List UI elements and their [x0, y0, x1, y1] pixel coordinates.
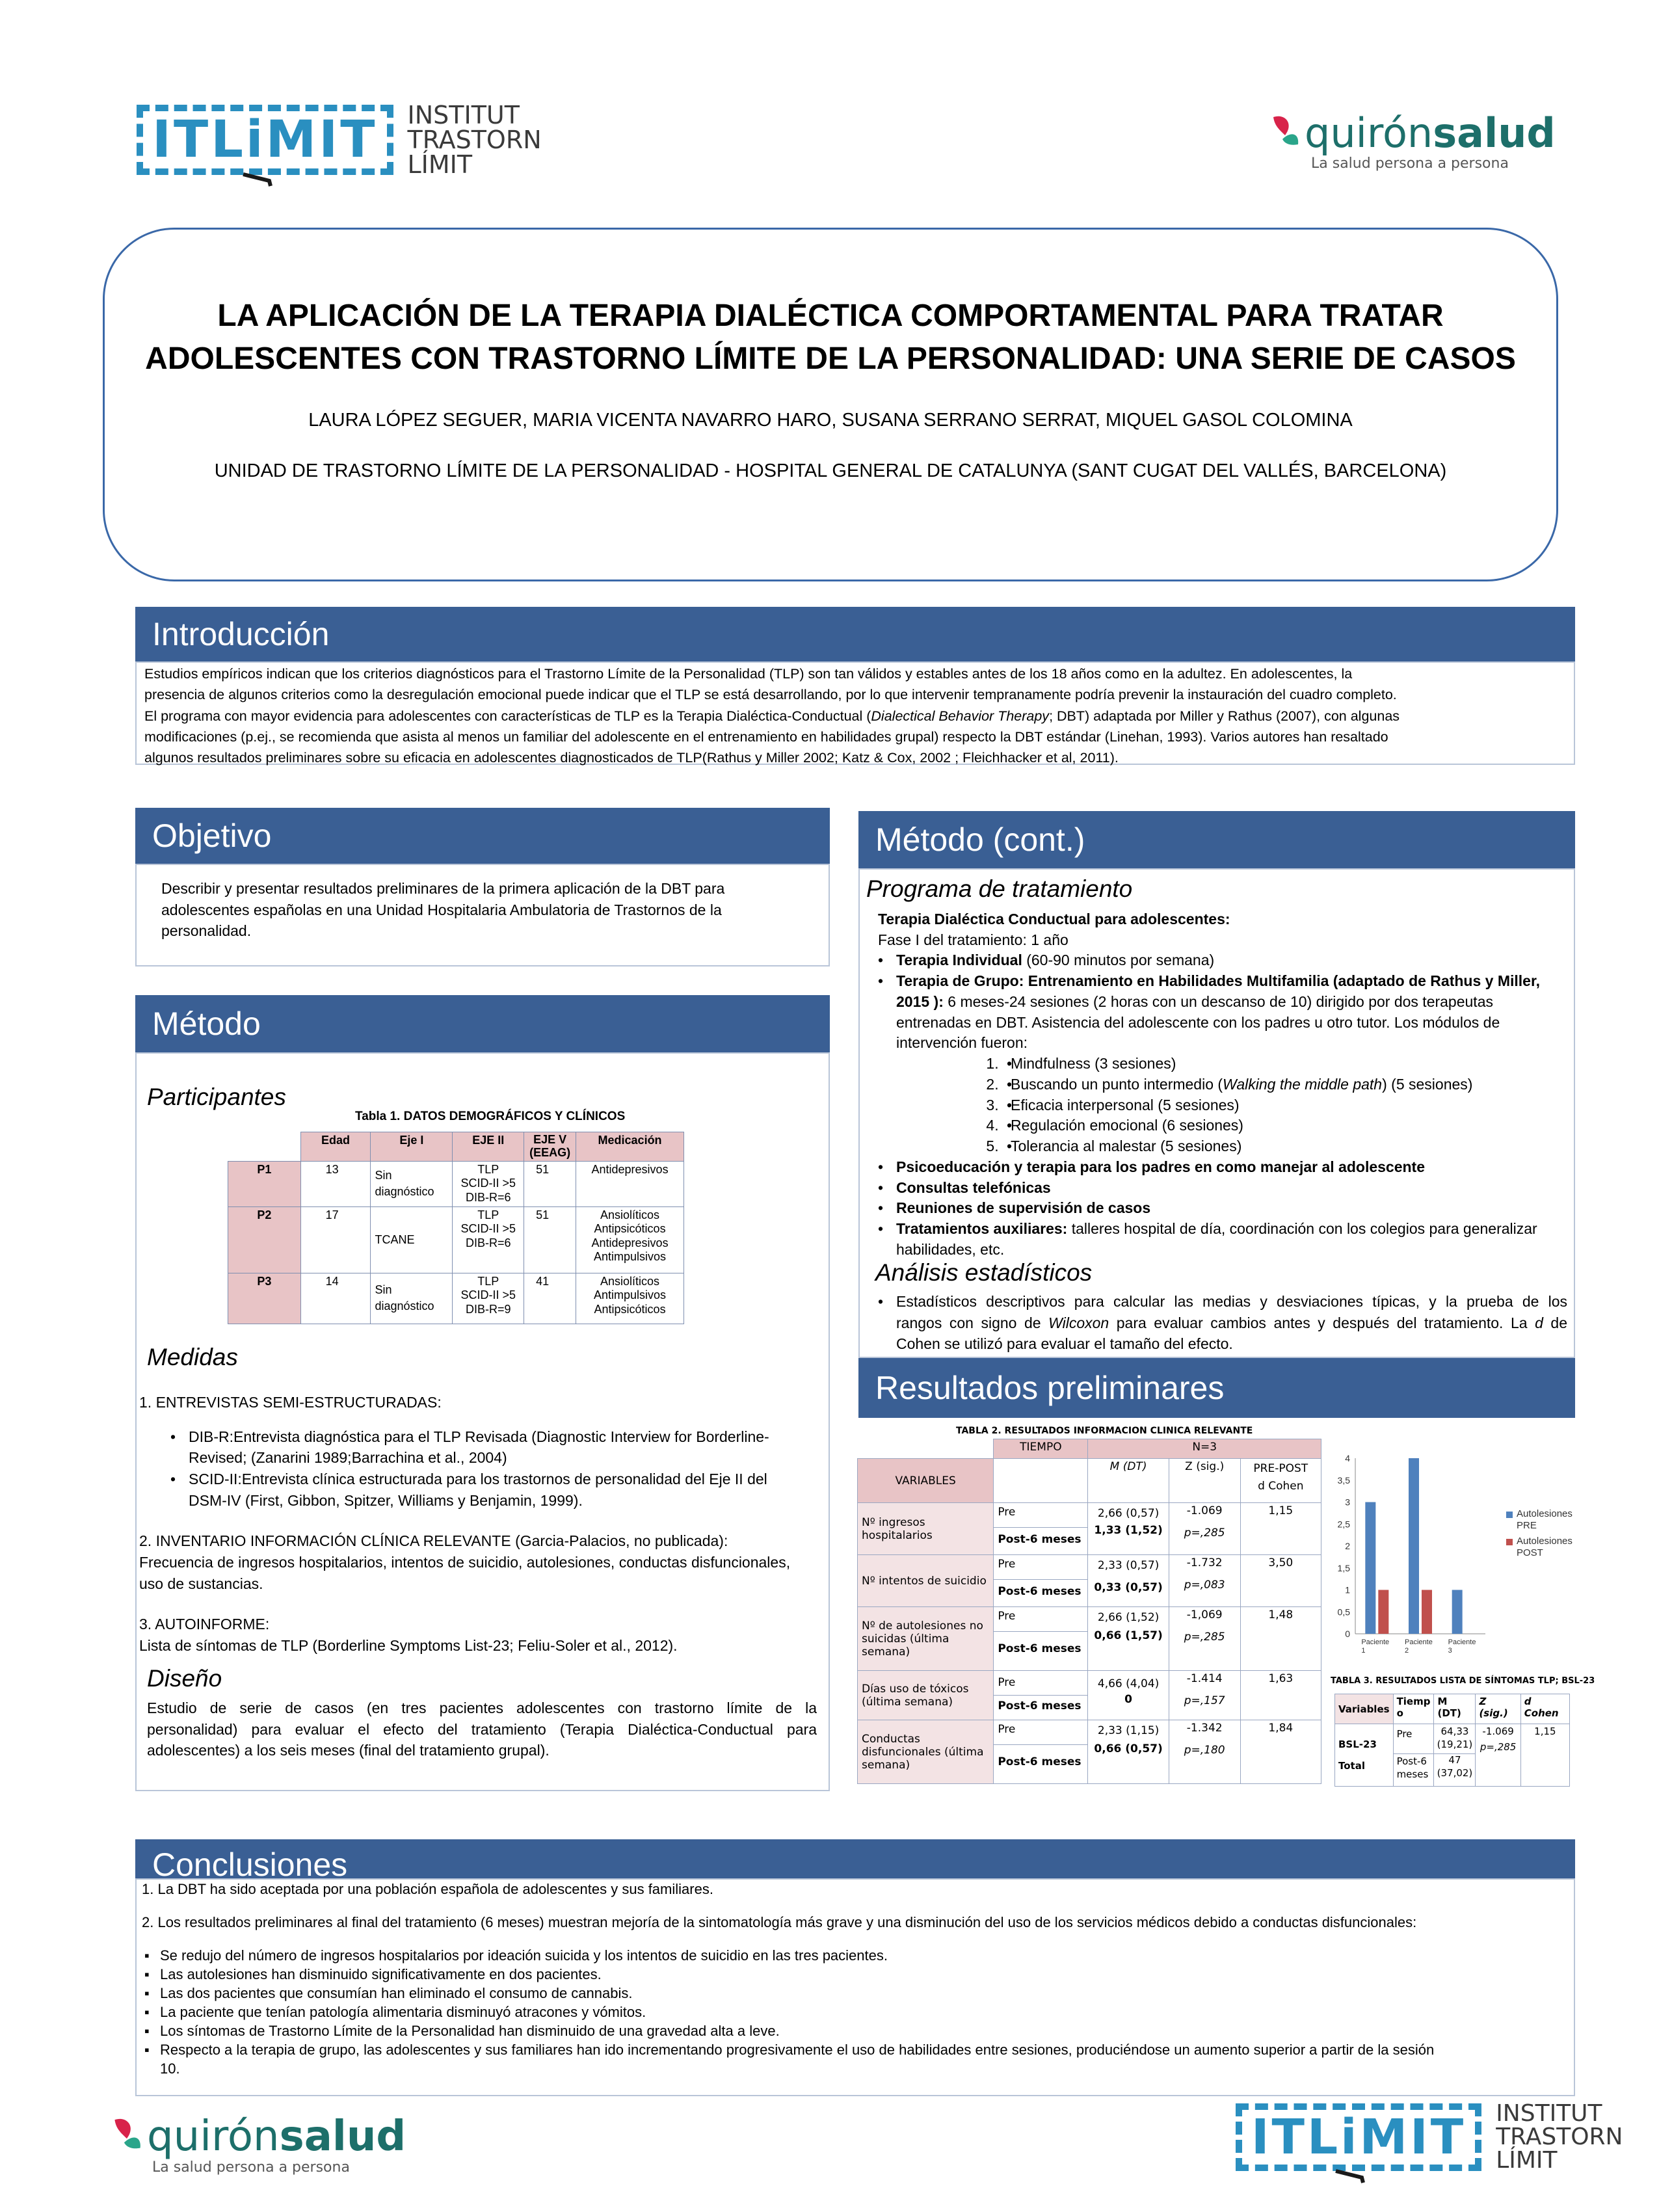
- diseno-text: Estudio de serie de casos (en tres pacientes adolescentes con trastorno límite de la personalidad) para evaluar el efecto del tratamiento (Terapia Dialéctica-Conductual para adolescentes) a los seis meses (final del tratamiento grupal).: [147, 1699, 817, 1759]
- quironsalud-name-pre: quirón: [147, 2112, 280, 2161]
- table-row: Nº de autolesiones no suicidas (última semana) Pre Post-6 meses 2,66 (1,52) 0,66 (1,57) -1,069 p=,285 1,48: [858, 1607, 1321, 1671]
- quironsalud-mark-icon: [1268, 113, 1302, 153]
- list-item: ▪ Respecto a la terapia de grupo, las adolescentes y sus familiares han ido incrementando progresivamente el uso de habilidades entre sesiones, produciéndose un aumento superior a partir de la sesión 10.: [142, 2040, 1566, 2078]
- objetivo-text: Describir y presentar resultados preliminares de la primera aplicación de la DBT para adolescentes españolas en una Unidad Hospitalaria Ambulatoria de Trastornos de la personalidad.: [161, 880, 725, 940]
- legend-label: Autolesiones POST: [1517, 1536, 1573, 1558]
- table-row: Nº ingresos hospitalarios Pre Post-6 meses 2,66 (0,57) 1,33 (1,52) -1.069 p=,285 1,15: [858, 1503, 1321, 1555]
- list-item: • 5. Tolerancia al malestar (5 sesiones): [1003, 1136, 1567, 1157]
- y-tick-label: 2: [1345, 1541, 1350, 1551]
- itlimit-institute-text: INSTITUT TRASTORN LÍMIT: [1496, 2100, 1623, 2174]
- list-item: • Tratamientos auxiliares: talleres hospital de día, coordinación con los colegios para generalizar habilidades, etc.: [874, 1219, 1567, 1260]
- table1-caption: Tabla 1. DATOS DEMOGRÁFICOS Y CLÍNICOS: [355, 1110, 626, 1123]
- list-item: • 2. Buscando un punto intermedio (Walking the middle path) (5 sesiones): [1003, 1074, 1567, 1095]
- list-item: • Estadísticos descriptivos para calcular las medias y desviaciones típicas, y la prueba de los rangos con signo de Wilcoxon para evaluar cambios antes y después del tratamiento. La d de Cohen se utilizó para evaluar el tamaño del efecto.: [874, 1291, 1567, 1355]
- quironsalud-tagline: La salud persona a persona: [1311, 155, 1509, 172]
- table1-row: P1 13 Sin diagnóstico TLP SCID-II >5 DIB-R=6 51 Antidepresivos: [228, 1161, 684, 1206]
- list-item: • Consultas telefónicas: [874, 1178, 1567, 1199]
- itlimit-wordmark: ITLiMIT: [137, 105, 393, 175]
- diseno-subheading: Diseño: [147, 1665, 222, 1692]
- table1-demograficos: Edad Eje I EJE II EJE V (EEAG) Medicación P1 13 Sin diagnóstico TLP SCID-II >5 DIB-R=6 51 Antidepresivos P2 17 TCANE TLP SCID-II >5 DIB-R=6 51 Ansiolíticos Antipsicóticos Antidepresivos Antimpulsivos P3 14 Sin diagnóstico TLP SCID-II >5 DIB-R=9 41 Ansiolíticos Antimpulsivos Antipsicóticos: [228, 1132, 684, 1324]
- table-row: Nº intentos de suicidio Pre Post-6 meses 2,33 (0,57) 0,33 (0,57) -1.732 p=,083 3,50: [858, 1555, 1321, 1607]
- y-tick-label: 0: [1345, 1629, 1350, 1639]
- table1-row: P3 14 Sin diagnóstico TLP SCID-II >5 DIB-R=9 41 Ansiolíticos Antimpulsivos Antipsicóticos: [228, 1273, 684, 1324]
- table-row: Días uso de tóxicos (última semana) Pre Post-6 meses 4,66 (4,04) 0 -1.414 p=,157 1,63: [858, 1671, 1321, 1720]
- conclusiones-text: 1. La DBT ha sido aceptada por una población española de adolescentes y sus familiares. 2. Los resultados preliminares al final del tratamiento (6 meses) muestran mejoría de la sintomatología más grave y una disminución del uso de los servicios médicos debido a conductas disfuncionales: ▪ Se redujo del número de ingresos hospitalarios por ideación suicida y los intentos de suicidio en las tres pacientes. ▪ Las autolesiones han disminuido significativamente en dos pacientes. ▪ Las dos pacientes que consumían han eliminado el consumo de cannabis. ▪ La paciente que tenían patología alimentaria disminuyó atracones y vómitos. ▪ Los síntomas de Trastorno Límite de la Personalidad han disminuido de una gravedad alta a leve. ▪ Respecto a la terapia de grupo, las adolescentes y sus familiares han ido incrementando progresivamente el uso de habilidades entre sesiones, produciéndose un aumento superior a partir de la sesión 10.: [142, 1880, 1566, 2078]
- list-item: ▪ Se redujo del número de ingresos hospitalarios por ideación suicida y los intentos de suicidio en las tres pacientes.: [142, 1946, 1566, 1965]
- analisis-subheading: Análisis estadísticos: [875, 1259, 1093, 1286]
- y-tick-label: 0,5: [1337, 1606, 1350, 1618]
- poster-title: [103, 295, 1558, 380]
- quironsalud-logo-bottom: [109, 2112, 406, 2176]
- quironsalud-mark-icon: [109, 2116, 144, 2157]
- table3-caption: TABLA 3. RESULTADOS LISTA DE SÍNTOMAS TLP; BSL-23: [1331, 1676, 1595, 1686]
- list-item: ▪ Las autolesiones han disminuido significativamente en dos pacientes.: [142, 1965, 1566, 1984]
- x-tick-label: Paciente 3: [1448, 1638, 1476, 1655]
- objetivo-heading: Objetivo: [135, 808, 830, 864]
- authors: LAURA LÓPEZ SEGUER, MARIA VICENTA NAVARRO HARO, SUSANA SERRANO SERRAT, MIQUEL GASOL COLOMINA: [308, 410, 1353, 431]
- list-item: ▪ Los síntomas de Trastorno Límite de la Personalidad han disminuido de una gravedad alta a leve.: [142, 2021, 1566, 2040]
- analisis-text: [878, 1291, 1567, 1355]
- bar: [1409, 1458, 1419, 1634]
- list-item: • Terapia Individual (60-90 minutos por semana): [874, 950, 1567, 971]
- legend-swatch: [1506, 1512, 1513, 1518]
- list-item: • DIB-R:Entrevista diagnóstica para el TLP Revisada (Diagnostic Interview for Borderline- Revised; (Zanarini 1989;Barrachina et al., 2004): [166, 1426, 822, 1469]
- medidas-text: 1. ENTREVISTAS SEMI-ESTRUCTURADAS: • DIB-R:Entrevista diagnóstica para el TLP Revisada (Diagnostic Interview for Borderline- Revised; (Zanarini 1989;Barrachina et al., 2004) • SCID-II:Entrevista clínica estructurada para los trastornos de personalidad del Eje II del DSM-IV (First, Gibbon, Spitzer, Williams y Benjamin, 1999). 2. INVENTARIO INFORMACIÓN CLÍNICA RELEVANTE (Garcia-Palacios, no publicada): Frecuencia de ingresos hospitalarios, intentos de suicidio, autolesiones, conductas disfuncionales, uso de sustancias. 3. AUTOINFORME: Lista de síntomas de TLP (Borderline Symptoms List-23; Feliu-Soler et al., 2012).: [139, 1392, 822, 1657]
- list-item: • 1. Mindfulness (3 sesiones): [1003, 1054, 1567, 1074]
- legend-label: Autolesiones PRE: [1517, 1508, 1573, 1531]
- itlimit-logo-top: [137, 103, 542, 177]
- bar: [1452, 1590, 1463, 1634]
- quironsalud-logo-top: [1268, 109, 1556, 172]
- modulos-list: [1003, 1054, 1567, 1157]
- table1-row: P2 17 TCANE TLP SCID-II >5 DIB-R=6 51 Ansiolíticos Antipsicóticos Antidepresivos Antimpulsivos: [228, 1206, 684, 1273]
- y-tick-label: 3,5: [1337, 1474, 1350, 1486]
- quironsalud-name-post: salud: [1433, 109, 1556, 157]
- itlimit-pointer-icon: [241, 170, 280, 187]
- list-item: • Terapia de Grupo: Entrenamiento en Habilidades Multifamilia (adaptado de Rathus y Miller, 2015 ): 6 meses-24 sesiones (2 horas con un descanso de 10) dirigido por dos terapeutas entrenadas en DBT. Asistencia del adolescente con los padres u otro tutor. Los módulos de intervención fueron: • 1. Mindfulness (3 sesiones) • 2. Buscando un punto intermedio (Walking the middle path) (5 sesiones) • 3. Eficacia interpersonal (5 sesiones) • 4. Regulación emocional (6 sesiones) • 5. Tolerancia al malestar (5 sesiones): [874, 971, 1567, 1157]
- y-tick-label: 2,5: [1337, 1519, 1350, 1530]
- itlimit-wordmark: ITLiMIT: [1236, 2103, 1481, 2171]
- itlimit-pointer-icon: [1333, 2167, 1372, 2184]
- list-item: ▪ La paciente que tenían patología alimentaria disminuyó atracones y vómitos.: [142, 2003, 1566, 2021]
- bar: [1378, 1590, 1388, 1634]
- bar: [1422, 1590, 1432, 1634]
- title-box: [103, 228, 1558, 581]
- introduccion-text: Estudios empíricos indican que los criterios diagnósticos para el Trastorno Límite de la Personalidad (TLP) son tan válidos y estables antes de los 18 años como en la adultez. En adolescentes, la presencia de algunos criterios como la desregulación emocional puede indicar que el TLP se está desarrollando, por lo que intervenir tempranamente podría prevenir la instauración del cuadro completo. El programa con mayor evidencia para adolescentes con características de TLP es la Terapia Dialéctica-Conductual (Dialectical Behavior Therapy; DBT) adaptada por Miller y Rathus (2007), con algunas modificaciones (p.ej., se recomienda que asista al menos un familiar del adolescente en el entrenamiento en habilidades grupal) respecto la DBT estándar (Linehan, 1993). Varios autores han resaltado algunos resultados preliminares sobre su eficacia en adolescentes diagnosticados de TLP(Rathus y Miller 2002; Katz & Cox, 2002 ; Fleichhacker et al, 2011).: [144, 663, 1569, 768]
- y-tick-label: 1: [1345, 1584, 1350, 1595]
- participantes-subheading: Participantes: [147, 1084, 286, 1110]
- list-item: • Reuniones de supervisión de casos: [874, 1198, 1567, 1219]
- resultados-heading: Resultados preliminares: [858, 1358, 1575, 1418]
- list-item: • SCID-II:Entrevista clínica estructurada para los trastornos de personalidad del Eje II del DSM-IV (First, Gibbon, Spitzer, Williams y Benjamin, 1999).: [166, 1469, 822, 1511]
- x-tick-label: Paciente 1: [1361, 1638, 1390, 1655]
- quironsalud-name-post: salud: [279, 2112, 406, 2161]
- autolesiones-bar-chart: [1327, 1450, 1580, 1659]
- metodo-heading: Método: [135, 995, 830, 1052]
- medidas-subheading: Medidas: [147, 1344, 238, 1370]
- conclusiones-heading: Conclusiones: [135, 1839, 1575, 1878]
- table-row: Conductas disfuncionales (última semana) Pre Post-6 meses 2,33 (1,15) 0,66 (0,57) -1.342 p=,180 1,84: [858, 1720, 1321, 1784]
- medidas-entrevistas-list: [166, 1426, 822, 1512]
- table3-bsl23: Variables Tiemp o M (DT) Z (sig.) d Cohen BSL-23 Total Pre Post-6 meses 64,33 (19,21) 47 (37,02) -1.069 p=,285 1,15: [1334, 1694, 1570, 1787]
- affiliation: UNIDAD DE TRASTORNO LÍMITE DE LA PERSONALIDAD - HOSPITAL GENERAL DE CATALUNYA (SANT CUGAT DEL VALLÉS, BARCELONA): [214, 460, 1447, 481]
- itlimit-logo-bottom: [1236, 2102, 1623, 2172]
- y-tick-label: 1,5: [1337, 1562, 1350, 1573]
- y-tick-label: 3: [1345, 1497, 1350, 1508]
- itlimit-institute-text: INSTITUT TRASTORN LÍMIT: [407, 101, 542, 179]
- list-item: • 4. Regulación emocional (6 sesiones): [1003, 1115, 1567, 1136]
- introduccion-heading: Introducción: [135, 607, 1575, 661]
- table2-caption: TABLA 2. RESULTADOS INFORMACION CLINICA RELEVANTE: [956, 1426, 1253, 1436]
- poster-title-line2: ADOLESCENTES CON TRASTORNO LÍMITE DE LA PERSONALIDAD: UNA SERIE DE CASOS: [145, 341, 1516, 377]
- programa-list: [874, 950, 1567, 1260]
- quironsalud-tagline: La salud persona a persona: [152, 2159, 350, 2176]
- list-item: ▪ Las dos pacientes que consumían han eliminado el consumo de cannabis.: [142, 1984, 1566, 2003]
- conclusiones-list: [142, 1946, 1566, 2078]
- list-item: • Psicoeducación y terapia para los padres en como manejar al adolescente: [874, 1157, 1567, 1178]
- table-row: BSL-23 Total Pre Post-6 meses 64,33 (19,21) 47 (37,02) -1.069 p=,285 1,15: [1335, 1724, 1570, 1787]
- list-item: • 3. Eficacia interpersonal (5 sesiones): [1003, 1095, 1567, 1116]
- programa-subheading: Programa de tratamiento: [866, 875, 1133, 902]
- introduccion-line-dbt: El programa con mayor evidencia para adolescentes con características de TLP es la Terapia Dialéctica-Conductual (Dialectical Behavior Therapy; DBT) adaptada por Miller y Rathus (2007), con algunas: [144, 708, 1400, 724]
- metodo-cont-heading: Método (cont.): [858, 811, 1575, 868]
- y-tick-label: 4: [1345, 1453, 1350, 1463]
- poster-title-line1: LA APLICACIÓN DE LA TERAPIA DIALÉCTICA COMPORTAMENTAL PARA TRATAR: [217, 299, 1444, 333]
- x-tick-label: Paciente 2: [1405, 1638, 1433, 1655]
- programa-text: Terapia Dialéctica Conductual para adolescentes: Fase I del tratamiento: 1 año • Terapia Individual (60-90 minutos por semana) • Terapia de Grupo: Entrenamiento en Habilidades Multifamilia (adaptado de Rathus y Miller, 2015 ): 6 meses-24 sesiones (2 horas con un descanso de 10) dirigido por dos terapeutas entrenadas en DBT. Asistencia del adolescente con los padres u otro tutor. Los módulos de intervención fueron: • 1. Mindfulness (3 sesiones) • 2. Buscando un punto intermedio (Walking the middle path) (5 sesiones) • 3. Eficacia interpersonal (5 sesiones) • 4. Regulación emocional (6 sesiones) • 5. Tolerancia al malestar (5 sesiones) • Psicoeducación y terapia para los padres en como manejar al adolescente • Consultas telefónicas • Reuniones de supervisión de casos • Tratamientos auxiliares: talleres hospital de día, coordinación con los colegios para generalizar habilidades, etc.: [878, 909, 1567, 1260]
- quironsalud-name-pre: quirón: [1305, 109, 1433, 157]
- table2-resultados: TIEMPO N=3 VARIABLES M (DT) Z (sig.) PRE-POST d Cohen Nº ingresos hospitalarios Pre Post-6 meses 2,66 (0,57) 1,33 (1,52) -1.069 p=,285 1,15 Nº intentos de suicidio Pre Post-6 meses 2,33 (0,57) 0,33 (0,57) -1.732 p=,083 3,50 Nº de autolesiones no suicidas (última semana) Pre Post-6 meses 2,66 (1,52) 0,66 (1,57) -1,069 p=,285 1,48 Días uso de tóxicos (última semana) Pre Post-6 meses 4,66 (4,04) 0 -1.414 p=,157 1,63 Conductas disfuncionales (última semana) Pre Post-6 meses 2,33 (1,15) 0,66 (0,57) -1.342 p=,180 1,84: [857, 1439, 1321, 1784]
- bar: [1365, 1502, 1375, 1634]
- legend-swatch: [1506, 1539, 1513, 1545]
